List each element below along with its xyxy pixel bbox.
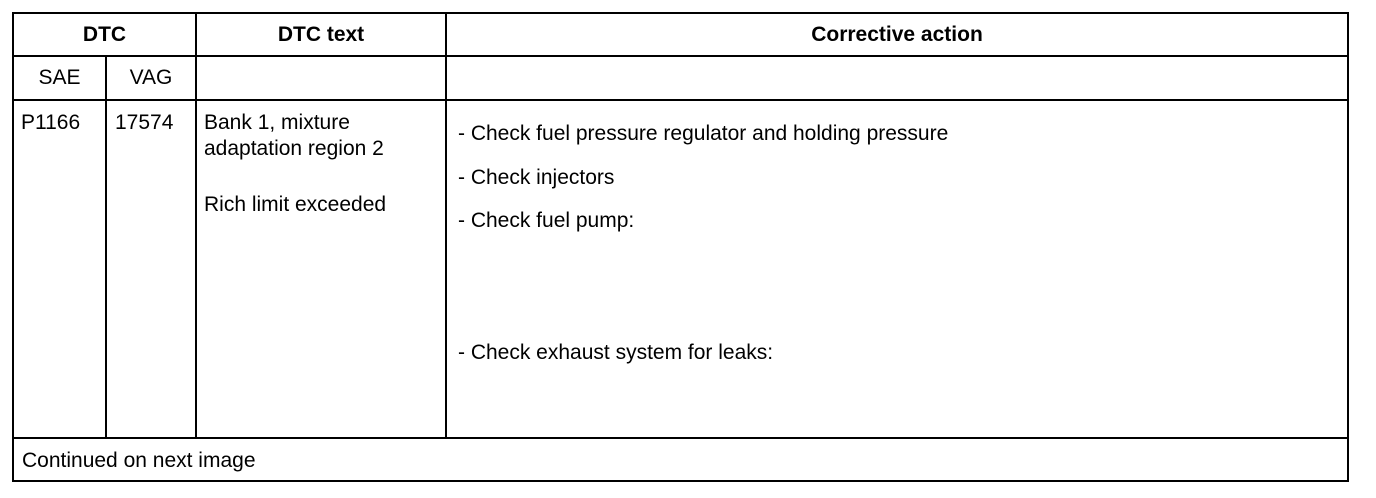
dtc-text-line3: Rich limit exceeded bbox=[204, 193, 387, 216]
continued-note: Continued on next image bbox=[22, 449, 256, 472]
row-divider-footer bbox=[14, 437, 1347, 439]
header-dtc-text: DTC text bbox=[277, 23, 365, 46]
sae-code: P1166 bbox=[21, 111, 81, 134]
col-divider-dtc-text bbox=[195, 14, 197, 437]
col-divider-action bbox=[445, 14, 447, 437]
subheader-vag: VAG bbox=[129, 66, 173, 89]
action-item: - Check exhaust system for leaks: bbox=[458, 341, 774, 364]
row-divider-subheader bbox=[14, 99, 1347, 101]
dtc-text-line2: adaptation region 2 bbox=[204, 137, 384, 160]
row-divider-header bbox=[14, 55, 1347, 57]
header-dtc: DTC bbox=[82, 23, 127, 46]
action-item: - Check fuel pressure regulator and holding pressure bbox=[458, 122, 949, 145]
action-item: - Check fuel pump: bbox=[458, 209, 635, 232]
dtc-table bbox=[12, 12, 1349, 482]
action-item: - Check injectors bbox=[458, 166, 615, 189]
vag-code: 17574 bbox=[115, 111, 174, 134]
subheader-sae: SAE bbox=[38, 66, 81, 89]
dtc-text-line1: Bank 1, mixture bbox=[204, 111, 350, 134]
col-divider-sae-vag bbox=[105, 57, 107, 437]
header-corrective-action: Corrective action bbox=[811, 23, 983, 46]
